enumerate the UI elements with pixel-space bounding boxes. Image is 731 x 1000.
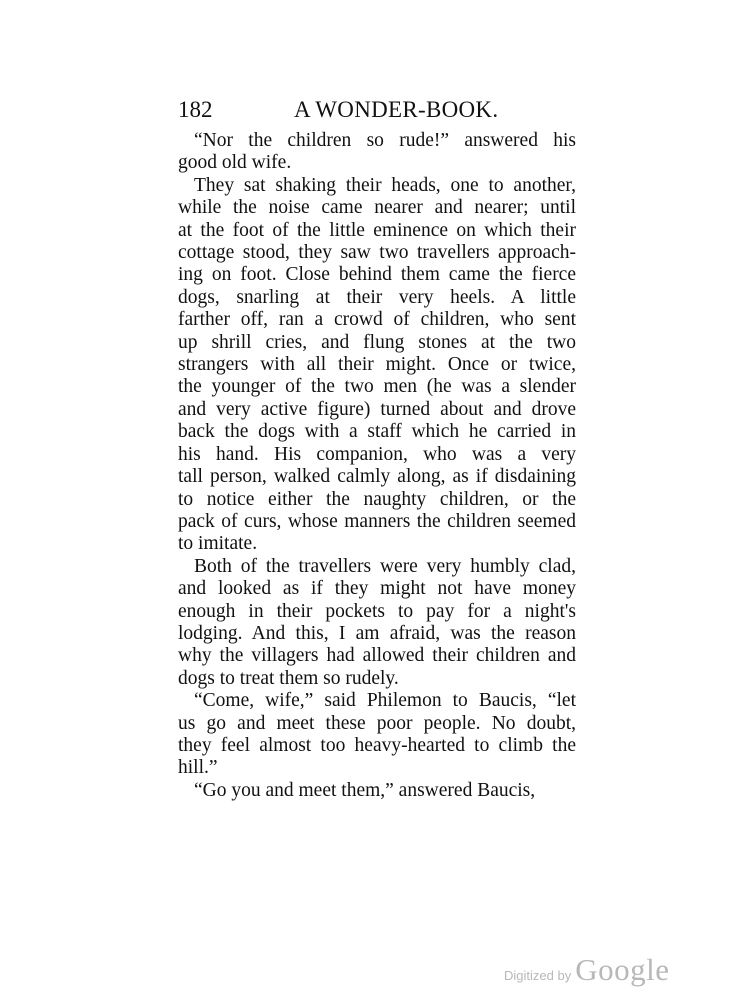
text-line: dogs to treat them so rudely. bbox=[178, 667, 399, 689]
page-number: 182 bbox=[178, 97, 213, 122]
digitized-by-watermark bbox=[504, 952, 669, 992]
text-line: hill.” bbox=[178, 757, 218, 779]
text-line: cottage stood, they saw two travellers approach- bbox=[178, 242, 576, 264]
text-line: to imitate. bbox=[178, 533, 258, 555]
text-line: “Come, wife,” said Philemon to Baucis, “let bbox=[194, 690, 576, 712]
text-line: and very active figure) turned about and drove bbox=[178, 398, 576, 420]
text-line: why the villagers had allowed their children and bbox=[178, 645, 576, 667]
text-line: the younger of the two men (he was a slender bbox=[178, 376, 576, 398]
text-line: us go and meet these poor people. No doubt, bbox=[178, 712, 576, 734]
text-line: “Go you and meet them,” answered Baucis, bbox=[194, 779, 536, 801]
text-line: they feel almost too heavy-hearted to climb the bbox=[178, 734, 576, 756]
text-line: and looked as if they might not have money bbox=[178, 578, 576, 600]
paragraph bbox=[178, 175, 576, 556]
body-text bbox=[178, 130, 576, 802]
watermark-prefix: Digitized by bbox=[504, 968, 572, 983]
text-line: dogs, snarling at their very heels. A little bbox=[178, 286, 576, 308]
running-title: A WONDER-BOOK. bbox=[294, 97, 499, 122]
paragraph bbox=[178, 780, 576, 802]
text-line: “Nor the children so rude!” answered his bbox=[194, 130, 576, 151]
text-line: tall person, walked calmly along, as if disdaining bbox=[178, 466, 576, 488]
paragraph bbox=[178, 690, 576, 780]
text-line: while the noise came nearer and nearer; until bbox=[178, 197, 576, 219]
google-logo: Google bbox=[575, 952, 670, 987]
text-line: back the dogs with a staff which he carried in bbox=[178, 421, 576, 443]
text-line: enough in their pockets to pay for a night's bbox=[178, 600, 576, 622]
text-line: They sat shaking their heads, one to another, bbox=[194, 174, 576, 196]
paragraph bbox=[178, 130, 576, 175]
text-line: pack of curs, whose manners the children seemed bbox=[178, 510, 576, 532]
text-line: lodging. And this, I am afraid, was the reason bbox=[178, 622, 576, 644]
text-line: at the foot of the little eminence on which their bbox=[178, 219, 576, 241]
text-line: farther off, ran a crowd of children, who sent bbox=[178, 309, 576, 331]
text-line: ing on foot. Close behind them came the fierce bbox=[178, 264, 576, 286]
text-line: up shrill cries, and flung stones at the two bbox=[178, 331, 576, 353]
text-line: to notice either the naughty children, or the bbox=[178, 488, 576, 510]
paragraph bbox=[178, 556, 576, 690]
text-line: good old wife. bbox=[178, 152, 292, 174]
text-line: Both of the travellers were very humbly clad, bbox=[194, 555, 576, 577]
text-line: strangers with all their might. Once or twice, bbox=[178, 354, 576, 376]
text-line: his hand. His companion, who was a very bbox=[178, 443, 576, 465]
